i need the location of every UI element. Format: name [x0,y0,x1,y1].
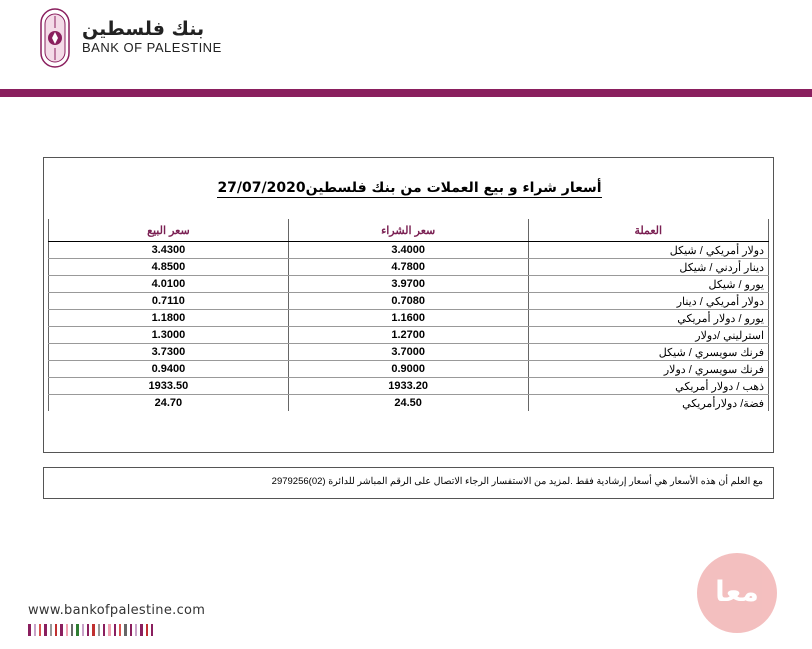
column-header-sell: سعر البيع [49,219,289,242]
buy-cell: 0.9000 [288,361,528,378]
disclaimer-note: مع العلم أن هذه الأسعار هي أسعار إرشادية فقط .لمزيد من الاستفسار الرجاء الاتصال على الرقم المباشر للدائرة (02)2979256 [43,467,774,499]
currency-cell: فرنك سويسري / دولار [528,361,768,378]
buy-cell: 0.7080 [288,293,528,310]
bank-of-palestine-seal-icon [40,8,70,68]
color-bar [66,624,68,636]
color-bar [98,624,100,636]
column-header-buy: سعر الشراء [288,219,528,242]
color-bar [151,624,153,636]
table-row [49,378,769,395]
table-row [49,310,769,327]
color-bar [76,624,79,636]
currency-cell: استرليني /دولار [528,327,768,344]
color-bar [34,624,36,636]
table-header-row [49,219,769,242]
buy-cell: 3.9700 [288,276,528,293]
buy-cell: 1933.20 [288,378,528,395]
color-bar [44,624,47,636]
color-bar [50,624,52,636]
header-divider [0,89,812,97]
currency-cell: دينار أردني / شيكل [528,259,768,276]
buy-cell: 3.4000 [288,242,528,259]
color-bar [108,624,111,636]
currency-cell: فضة/ دولارأمريكي [528,395,768,412]
sell-cell: 24.70 [49,395,289,412]
sell-cell: 0.7110 [49,293,289,310]
sell-cell: 1933.50 [49,378,289,395]
buy-cell: 24.50 [288,395,528,412]
buy-cell: 4.7800 [288,259,528,276]
color-bar [135,624,137,636]
sell-cell: 3.7300 [49,344,289,361]
sell-cell: 4.8500 [49,259,289,276]
color-bar [92,624,95,636]
color-bar [82,624,84,636]
color-bar [114,624,116,636]
buy-cell: 3.7000 [288,344,528,361]
table-row [49,327,769,344]
table-row [49,395,769,412]
table-row [49,344,769,361]
rates-panel [43,157,774,453]
currency-cell: ذهب / دولار أمريكي [528,378,768,395]
sell-cell: 4.0100 [49,276,289,293]
color-bar [140,624,143,636]
color-bar [103,624,105,636]
color-bar [87,624,89,636]
color-bar [71,624,73,636]
color-bar [124,624,127,636]
table-row [49,276,769,293]
table-row [49,293,769,310]
buy-cell: 1.2700 [288,327,528,344]
sell-cell: 0.9400 [49,361,289,378]
logo-text-english: BANK OF PALESTINE [82,40,222,55]
watermark-text: معا [715,575,759,608]
sell-cell: 1.1800 [49,310,289,327]
sell-cell: 1.3000 [49,327,289,344]
logo-text-arabic: بنك فلسطين [82,18,205,40]
rates-title: أسعار شراء و بيع العملات من بنك فلسطين27/07/2020 [217,180,602,196]
color-bar [28,624,31,636]
currency-cell: يورو / دولار أمريكي [528,310,768,327]
currency-cell: فرنك سويسري / شيكل [528,344,768,361]
color-bar [146,624,148,636]
color-bar [119,624,121,636]
currency-cell: يورو / شيكل [528,276,768,293]
decorative-color-bars [28,624,156,636]
maan-watermark-logo [697,553,777,633]
column-header-currency: العملة [528,219,768,242]
website-url[interactable]: www.bankofpalestine.com [28,603,206,618]
color-bar [130,624,132,636]
color-bar [60,624,63,636]
table-row [49,361,769,378]
currency-cell: دولار أمريكي / دينار [528,293,768,310]
currency-cell: دولار أمريكي / شيكل [528,242,768,259]
table-row [49,259,769,276]
table-row [49,242,769,259]
buy-cell: 1.1600 [288,310,528,327]
sell-cell: 3.4300 [49,242,289,259]
rates-table [48,219,769,411]
color-bar [55,624,57,636]
color-bar [39,624,41,636]
